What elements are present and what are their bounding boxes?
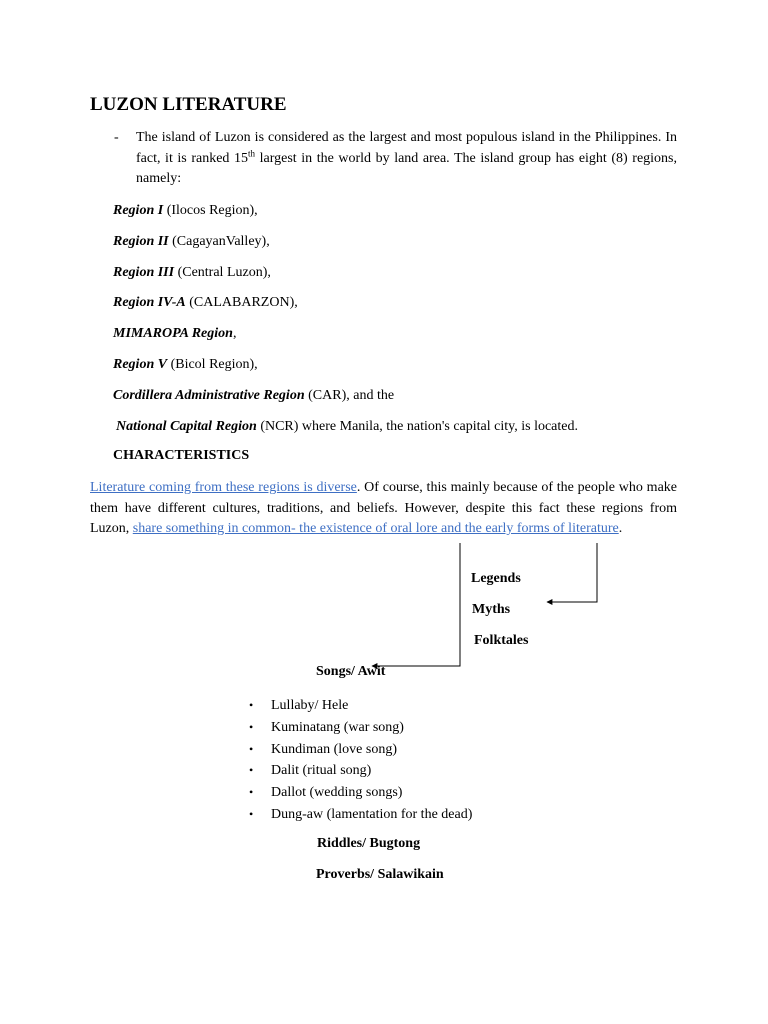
list-item: • Dung-aw (lamentation for the dead) bbox=[247, 804, 472, 826]
bullet-icon: • bbox=[249, 719, 254, 734]
region-detail: (Ilocos Region), bbox=[163, 203, 258, 218]
region-detail: (CAR), and the bbox=[304, 388, 395, 403]
region-name: Region II bbox=[113, 234, 169, 249]
region-detail: (CagayanValley), bbox=[168, 234, 270, 249]
region-detail: , bbox=[232, 326, 237, 341]
form-folktales: Folktales bbox=[474, 633, 529, 648]
region-detail: (CALABARZON), bbox=[185, 295, 298, 310]
bullet-icon: • bbox=[249, 785, 254, 800]
region-name: Region IV-A bbox=[113, 295, 186, 310]
paragraph-end: . bbox=[618, 521, 623, 537]
intro-superscript: th bbox=[248, 147, 256, 158]
form-riddles: Riddles/ Bugtong bbox=[317, 836, 421, 851]
list-item: • Kuminatang (war song) bbox=[247, 717, 472, 739]
intro-text-start: The island of Luzon is considered as the largest and most populous island in the Philippines. In fact, it is ranked 15 bbox=[136, 130, 677, 166]
region-name: MIMAROPA Region bbox=[113, 326, 233, 341]
region-detail: (Bicol Region), bbox=[167, 357, 258, 372]
form-proverbs: Proverbs/ Salawikain bbox=[316, 867, 444, 882]
region-name: Region V bbox=[113, 357, 168, 372]
list-item: • Dalit (ritual song) bbox=[247, 760, 472, 782]
list-item: • Dallot (wedding songs) bbox=[247, 782, 472, 804]
bullet-icon: • bbox=[249, 806, 254, 821]
highlight-link-diverse[interactable]: Literature coming from these regions is diverse bbox=[90, 480, 357, 495]
region-name: Region I bbox=[113, 203, 164, 218]
song-list bbox=[247, 695, 472, 826]
section-heading: CHARACTERISTICS bbox=[113, 448, 250, 463]
region-name: National Capital Region bbox=[116, 419, 257, 434]
region-name: Cordillera Administrative Region bbox=[113, 388, 305, 403]
region-detail: (Central Luzon), bbox=[174, 265, 271, 280]
list-dash: - bbox=[114, 130, 119, 145]
intro-text-end: largest in the world by land area. The island group has eight (8) regions, namely: bbox=[136, 150, 678, 186]
list-item: • Lullaby/ Hele bbox=[247, 695, 472, 717]
list-item: • Kundiman (love song) bbox=[247, 739, 472, 761]
arrow-to-myths bbox=[547, 543, 597, 602]
form-songs: Songs/ Awit bbox=[316, 664, 386, 679]
form-legends: Legends bbox=[471, 571, 521, 586]
arrow-to-songs bbox=[372, 543, 460, 666]
paragraph-text: . Of course, this mainly because of the people who make them have different cultures, traditions, and beliefs. However, despite this fact these regions from Luzon, bbox=[90, 480, 677, 537]
highlight-link-common[interactable]: share something in common- the existence of oral lore and the early forms of literature bbox=[132, 521, 619, 537]
bullet-icon: • bbox=[249, 741, 254, 756]
form-myths: Myths bbox=[472, 602, 511, 617]
region-detail: (NCR) where Manila, the nation's capital city, is located. bbox=[256, 419, 578, 434]
bullet-icon: • bbox=[249, 763, 254, 778]
region-name: Region III bbox=[113, 265, 175, 280]
page-title: LUZON LITERATURE bbox=[90, 94, 287, 115]
bullet-icon: • bbox=[249, 698, 254, 712]
